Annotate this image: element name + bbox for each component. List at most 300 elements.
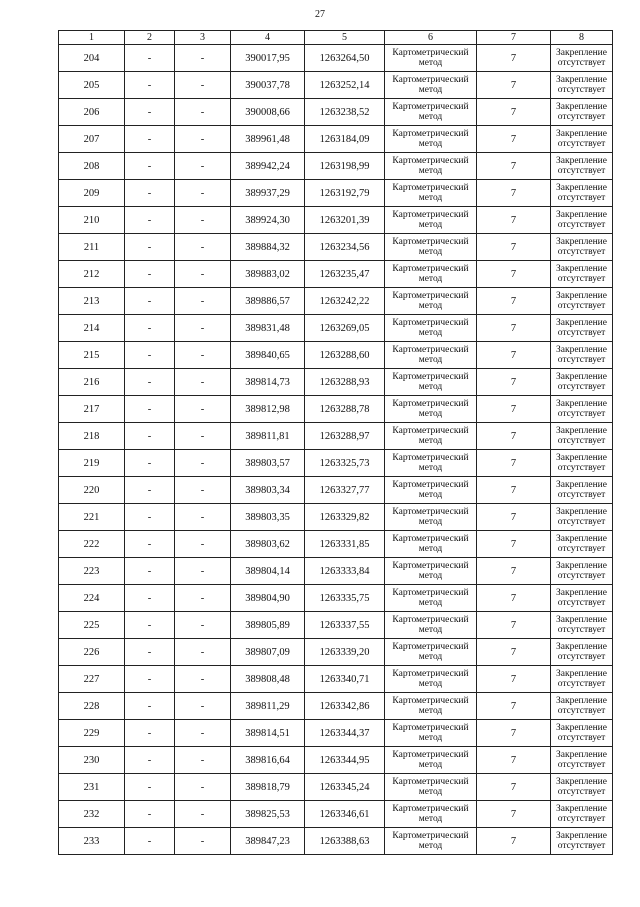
method-line: метод <box>418 112 443 122</box>
fixing-line: Закрепление <box>556 614 607 625</box>
column-3-cell: - <box>175 72 231 99</box>
fixing-line: Закрепление <box>556 776 607 787</box>
method-line: Картометрический <box>392 560 469 571</box>
column-2-cell: - <box>125 720 175 747</box>
point-number-cell: 214 <box>59 315 125 342</box>
point-number-cell: 230 <box>59 747 125 774</box>
fixing-cell <box>551 639 613 666</box>
y-coordinate-cell: 1263329,82 <box>305 504 385 531</box>
fixing-line: отсутствует <box>557 247 606 257</box>
method-cell <box>385 261 477 288</box>
accuracy-cell: 7 <box>477 720 551 747</box>
accuracy-cell: 7 <box>477 369 551 396</box>
method-cell <box>385 207 477 234</box>
method-line: метод <box>418 85 443 95</box>
y-coordinate-cell: 1263252,14 <box>305 72 385 99</box>
x-coordinate-cell: 389804,14 <box>231 558 305 585</box>
table-row <box>59 342 613 369</box>
table-row <box>59 126 613 153</box>
point-number-cell: 206 <box>59 99 125 126</box>
point-number-cell: 226 <box>59 639 125 666</box>
method-line: Картометрический <box>392 722 469 733</box>
method-cell <box>385 126 477 153</box>
x-coordinate-cell: 389883,02 <box>231 261 305 288</box>
y-coordinate-cell: 1263198,99 <box>305 153 385 180</box>
y-coordinate-cell: 1263339,20 <box>305 639 385 666</box>
method-line: Картометрический <box>392 830 469 841</box>
table-row <box>59 504 613 531</box>
method-line: метод <box>418 787 443 797</box>
x-coordinate-cell: 389811,81 <box>231 423 305 450</box>
method-line: метод <box>418 58 443 68</box>
method-cell <box>385 423 477 450</box>
page-number: 27 <box>315 9 325 20</box>
method-line: метод <box>418 544 443 554</box>
column-3-cell: - <box>175 612 231 639</box>
fixing-line: Закрепление <box>556 479 607 490</box>
fixing-line: Закрепление <box>556 101 607 112</box>
x-coordinate-cell: 389803,57 <box>231 450 305 477</box>
x-coordinate-cell: 389804,90 <box>231 585 305 612</box>
fixing-line: Закрепление <box>556 317 607 328</box>
fixing-line: отсутствует <box>557 544 606 554</box>
column-2-cell: - <box>125 450 175 477</box>
method-line: метод <box>418 166 443 176</box>
column-2-cell: - <box>125 801 175 828</box>
fixing-line: Закрепление <box>556 587 607 598</box>
fixing-cell <box>551 261 613 288</box>
method-cell <box>385 342 477 369</box>
column-2-cell: - <box>125 288 175 315</box>
x-coordinate-cell: 389831,48 <box>231 315 305 342</box>
column-3-cell: - <box>175 126 231 153</box>
fixing-cell <box>551 153 613 180</box>
accuracy-cell: 7 <box>477 99 551 126</box>
method-line: Картометрический <box>392 371 469 382</box>
method-line: метод <box>418 220 443 230</box>
method-line: Картометрический <box>392 479 469 490</box>
fixing-cell <box>551 720 613 747</box>
column-3-cell: - <box>175 450 231 477</box>
column-2-cell: - <box>125 639 175 666</box>
column-3-cell: - <box>175 207 231 234</box>
x-coordinate-cell: 389811,29 <box>231 693 305 720</box>
x-coordinate-cell: 389942,24 <box>231 153 305 180</box>
y-coordinate-cell: 1263288,78 <box>305 396 385 423</box>
column-3-cell: - <box>175 234 231 261</box>
method-cell <box>385 315 477 342</box>
x-coordinate-cell: 389884,32 <box>231 234 305 261</box>
method-cell <box>385 99 477 126</box>
fixing-line: Закрепление <box>556 695 607 706</box>
column-3-cell: - <box>175 396 231 423</box>
column-2-cell: - <box>125 342 175 369</box>
x-coordinate-cell: 390008,66 <box>231 99 305 126</box>
method-line: Картометрический <box>392 668 469 679</box>
method-line: метод <box>418 436 443 446</box>
table-row <box>59 774 613 801</box>
column-2-cell: - <box>125 45 175 72</box>
table-body <box>59 31 613 855</box>
method-line: метод <box>418 652 443 662</box>
fixing-line: отсутствует <box>557 436 606 446</box>
accuracy-cell: 7 <box>477 504 551 531</box>
method-line: метод <box>418 193 443 203</box>
method-cell <box>385 153 477 180</box>
fixing-line: Закрепление <box>556 398 607 409</box>
method-line: Картометрический <box>392 47 469 58</box>
column-header: 5 <box>305 31 385 45</box>
fixing-line: отсутствует <box>557 382 606 392</box>
method-cell <box>385 180 477 207</box>
column-2-cell: - <box>125 369 175 396</box>
fixing-cell <box>551 126 613 153</box>
column-header: 8 <box>551 31 613 45</box>
fixing-line: отсутствует <box>557 787 606 797</box>
y-coordinate-cell: 1263238,52 <box>305 99 385 126</box>
fixing-line: отсутствует <box>557 301 606 311</box>
fixing-line: отсутствует <box>557 841 606 851</box>
point-number-cell: 225 <box>59 612 125 639</box>
method-line: метод <box>418 598 443 608</box>
column-2-cell: - <box>125 531 175 558</box>
fixing-cell <box>551 234 613 261</box>
method-line: Картометрический <box>392 452 469 463</box>
column-2-cell: - <box>125 558 175 585</box>
fixing-line: Закрепление <box>556 641 607 652</box>
column-2-cell: - <box>125 477 175 504</box>
method-line: Картометрический <box>392 614 469 625</box>
accuracy-cell: 7 <box>477 207 551 234</box>
column-3-cell: - <box>175 828 231 855</box>
point-number-cell: 224 <box>59 585 125 612</box>
fixing-line: отсутствует <box>557 112 606 122</box>
point-number-cell: 220 <box>59 477 125 504</box>
fixing-cell <box>551 558 613 585</box>
accuracy-cell: 7 <box>477 693 551 720</box>
column-2-cell: - <box>125 126 175 153</box>
fixing-line: Закрепление <box>556 263 607 274</box>
table-row <box>59 450 613 477</box>
fixing-line: отсутствует <box>557 625 606 635</box>
x-coordinate-cell: 389803,34 <box>231 477 305 504</box>
fixing-cell <box>551 369 613 396</box>
accuracy-cell: 7 <box>477 315 551 342</box>
accuracy-cell: 7 <box>477 477 551 504</box>
method-cell <box>385 531 477 558</box>
accuracy-cell: 7 <box>477 234 551 261</box>
point-number-cell: 233 <box>59 828 125 855</box>
fixing-line: отсутствует <box>557 679 606 689</box>
fixing-line: отсутствует <box>557 220 606 230</box>
point-number-cell: 211 <box>59 234 125 261</box>
method-line: метод <box>418 355 443 365</box>
table-row <box>59 666 613 693</box>
method-line: метод <box>418 301 443 311</box>
accuracy-cell: 7 <box>477 180 551 207</box>
method-cell <box>385 585 477 612</box>
accuracy-cell: 7 <box>477 639 551 666</box>
point-number-cell: 207 <box>59 126 125 153</box>
fixing-line: Закрепление <box>556 182 607 193</box>
column-3-cell: - <box>175 369 231 396</box>
method-line: Картометрический <box>392 641 469 652</box>
table-row <box>59 720 613 747</box>
y-coordinate-cell: 1263288,97 <box>305 423 385 450</box>
method-cell <box>385 558 477 585</box>
method-line: Картометрический <box>392 209 469 220</box>
method-line: Картометрический <box>392 263 469 274</box>
method-cell <box>385 666 477 693</box>
accuracy-cell: 7 <box>477 585 551 612</box>
column-3-cell: - <box>175 477 231 504</box>
method-cell <box>385 450 477 477</box>
fixing-line: Закрепление <box>556 749 607 760</box>
column-3-cell: - <box>175 288 231 315</box>
x-coordinate-cell: 389937,29 <box>231 180 305 207</box>
method-line: Картометрический <box>392 398 469 409</box>
fixing-cell <box>551 423 613 450</box>
point-number-cell: 215 <box>59 342 125 369</box>
method-line: метод <box>418 814 443 824</box>
y-coordinate-cell: 1263335,75 <box>305 585 385 612</box>
accuracy-cell: 7 <box>477 342 551 369</box>
point-number-cell: 216 <box>59 369 125 396</box>
y-coordinate-cell: 1263264,50 <box>305 45 385 72</box>
column-2-cell: - <box>125 774 175 801</box>
accuracy-cell: 7 <box>477 45 551 72</box>
method-line: Картометрический <box>392 344 469 355</box>
column-3-cell: - <box>175 504 231 531</box>
y-coordinate-cell: 1263342,86 <box>305 693 385 720</box>
fixing-line: отсутствует <box>557 814 606 824</box>
y-coordinate-cell: 1263327,77 <box>305 477 385 504</box>
method-line: Картометрический <box>392 290 469 301</box>
fixing-line: Закрепление <box>556 209 607 220</box>
table-row <box>59 585 613 612</box>
accuracy-cell: 7 <box>477 774 551 801</box>
fixing-cell <box>551 288 613 315</box>
fixing-line: Закрепление <box>556 344 607 355</box>
fixing-cell <box>551 477 613 504</box>
method-line: метод <box>418 139 443 149</box>
method-cell <box>385 747 477 774</box>
fixing-line: Закрепление <box>556 236 607 247</box>
accuracy-cell: 7 <box>477 288 551 315</box>
y-coordinate-cell: 1263192,79 <box>305 180 385 207</box>
method-line: Картометрический <box>392 803 469 814</box>
point-number-cell: 221 <box>59 504 125 531</box>
column-header: 6 <box>385 31 477 45</box>
method-line: метод <box>418 733 443 743</box>
column-2-cell: - <box>125 234 175 261</box>
fixing-line: Закрепление <box>556 290 607 301</box>
fixing-line: отсутствует <box>557 355 606 365</box>
fixing-cell <box>551 207 613 234</box>
method-line: метод <box>418 328 443 338</box>
table-row <box>59 639 613 666</box>
point-number-cell: 217 <box>59 396 125 423</box>
fixing-cell <box>551 45 613 72</box>
fixing-line: Закрепление <box>556 74 607 85</box>
method-cell <box>385 234 477 261</box>
x-coordinate-cell: 390017,95 <box>231 45 305 72</box>
method-line: Картометрический <box>392 317 469 328</box>
fixing-cell <box>551 801 613 828</box>
method-cell <box>385 612 477 639</box>
column-3-cell: - <box>175 342 231 369</box>
fixing-line: Закрепление <box>556 155 607 166</box>
y-coordinate-cell: 1263337,55 <box>305 612 385 639</box>
x-coordinate-cell: 389814,73 <box>231 369 305 396</box>
accuracy-cell: 7 <box>477 153 551 180</box>
method-line: Картометрический <box>392 533 469 544</box>
y-coordinate-cell: 1263269,05 <box>305 315 385 342</box>
fixing-line: Закрепление <box>556 830 607 841</box>
y-coordinate-cell: 1263346,61 <box>305 801 385 828</box>
y-coordinate-cell: 1263344,95 <box>305 747 385 774</box>
method-cell <box>385 477 477 504</box>
x-coordinate-cell: 389818,79 <box>231 774 305 801</box>
column-3-cell: - <box>175 774 231 801</box>
method-line: Картометрический <box>392 776 469 787</box>
x-coordinate-cell: 389825,53 <box>231 801 305 828</box>
fixing-line: отсутствует <box>557 571 606 581</box>
point-number-cell: 208 <box>59 153 125 180</box>
column-3-cell: - <box>175 747 231 774</box>
column-3-cell: - <box>175 315 231 342</box>
table-row <box>59 99 613 126</box>
y-coordinate-cell: 1263201,39 <box>305 207 385 234</box>
column-3-cell: - <box>175 531 231 558</box>
fixing-cell <box>551 504 613 531</box>
x-coordinate-cell: 389816,64 <box>231 747 305 774</box>
method-line: метод <box>418 382 443 392</box>
fixing-line: Закрепление <box>556 425 607 436</box>
column-3-cell: - <box>175 153 231 180</box>
column-2-cell: - <box>125 666 175 693</box>
point-number-cell: 231 <box>59 774 125 801</box>
method-line: Картометрический <box>392 695 469 706</box>
method-line: Картометрический <box>392 182 469 193</box>
fixing-line: Закрепление <box>556 722 607 733</box>
fixing-line: отсутствует <box>557 328 606 338</box>
point-number-cell: 204 <box>59 45 125 72</box>
fixing-line: Закрепление <box>556 533 607 544</box>
fixing-line: отсутствует <box>557 733 606 743</box>
column-3-cell: - <box>175 585 231 612</box>
fixing-cell <box>551 612 613 639</box>
table-row <box>59 747 613 774</box>
fixing-line: Закрепление <box>556 668 607 679</box>
fixing-cell <box>551 666 613 693</box>
method-cell <box>385 396 477 423</box>
point-number-cell: 213 <box>59 288 125 315</box>
table-row <box>59 531 613 558</box>
method-line: Картометрический <box>392 128 469 139</box>
fixing-line: отсутствует <box>557 490 606 500</box>
y-coordinate-cell: 1263235,47 <box>305 261 385 288</box>
column-2-cell: - <box>125 153 175 180</box>
x-coordinate-cell: 389814,51 <box>231 720 305 747</box>
column-3-cell: - <box>175 801 231 828</box>
table-row <box>59 612 613 639</box>
column-2-cell: - <box>125 747 175 774</box>
accuracy-cell: 7 <box>477 531 551 558</box>
fixing-line: отсутствует <box>557 517 606 527</box>
method-line: метод <box>418 517 443 527</box>
column-3-cell: - <box>175 666 231 693</box>
point-number-cell: 232 <box>59 801 125 828</box>
column-3-cell: - <box>175 558 231 585</box>
fixing-cell <box>551 99 613 126</box>
fixing-cell <box>551 531 613 558</box>
fixing-line: отсутствует <box>557 166 606 176</box>
x-coordinate-cell: 389812,98 <box>231 396 305 423</box>
table-row <box>59 207 613 234</box>
table-row <box>59 315 613 342</box>
fixing-line: Закрепление <box>556 506 607 517</box>
accuracy-cell: 7 <box>477 828 551 855</box>
method-cell <box>385 45 477 72</box>
method-cell <box>385 72 477 99</box>
column-2-cell: - <box>125 504 175 531</box>
table-row <box>59 828 613 855</box>
method-line: метод <box>418 490 443 500</box>
point-number-cell: 212 <box>59 261 125 288</box>
method-line: метод <box>418 274 443 284</box>
y-coordinate-cell: 1263345,24 <box>305 774 385 801</box>
column-header: 4 <box>231 31 305 45</box>
fixing-line: Закрепление <box>556 371 607 382</box>
x-coordinate-cell: 389961,48 <box>231 126 305 153</box>
point-number-cell: 223 <box>59 558 125 585</box>
y-coordinate-cell: 1263184,09 <box>305 126 385 153</box>
table-row <box>59 288 613 315</box>
method-line: метод <box>418 706 443 716</box>
method-line: метод <box>418 571 443 581</box>
column-2-cell: - <box>125 207 175 234</box>
fixing-line: отсутствует <box>557 706 606 716</box>
point-number-cell: 228 <box>59 693 125 720</box>
x-coordinate-cell: 389807,09 <box>231 639 305 666</box>
fixing-cell <box>551 180 613 207</box>
point-number-cell: 229 <box>59 720 125 747</box>
y-coordinate-cell: 1263325,73 <box>305 450 385 477</box>
accuracy-cell: 7 <box>477 666 551 693</box>
x-coordinate-cell: 389924,30 <box>231 207 305 234</box>
method-cell <box>385 693 477 720</box>
y-coordinate-cell: 1263331,85 <box>305 531 385 558</box>
fixing-line: Закрепление <box>556 452 607 463</box>
column-header: 7 <box>477 31 551 45</box>
method-line: метод <box>418 409 443 419</box>
column-header: 3 <box>175 31 231 45</box>
accuracy-cell: 7 <box>477 396 551 423</box>
x-coordinate-cell: 390037,78 <box>231 72 305 99</box>
fixing-line: Закрепление <box>556 803 607 814</box>
fixing-line: отсутствует <box>557 463 606 473</box>
table-row <box>59 369 613 396</box>
y-coordinate-cell: 1263340,71 <box>305 666 385 693</box>
fixing-line: отсутствует <box>557 409 606 419</box>
fixing-cell <box>551 72 613 99</box>
column-3-cell: - <box>175 639 231 666</box>
fixing-line: Закрепление <box>556 560 607 571</box>
column-3-cell: - <box>175 180 231 207</box>
accuracy-cell: 7 <box>477 612 551 639</box>
fixing-cell <box>551 828 613 855</box>
